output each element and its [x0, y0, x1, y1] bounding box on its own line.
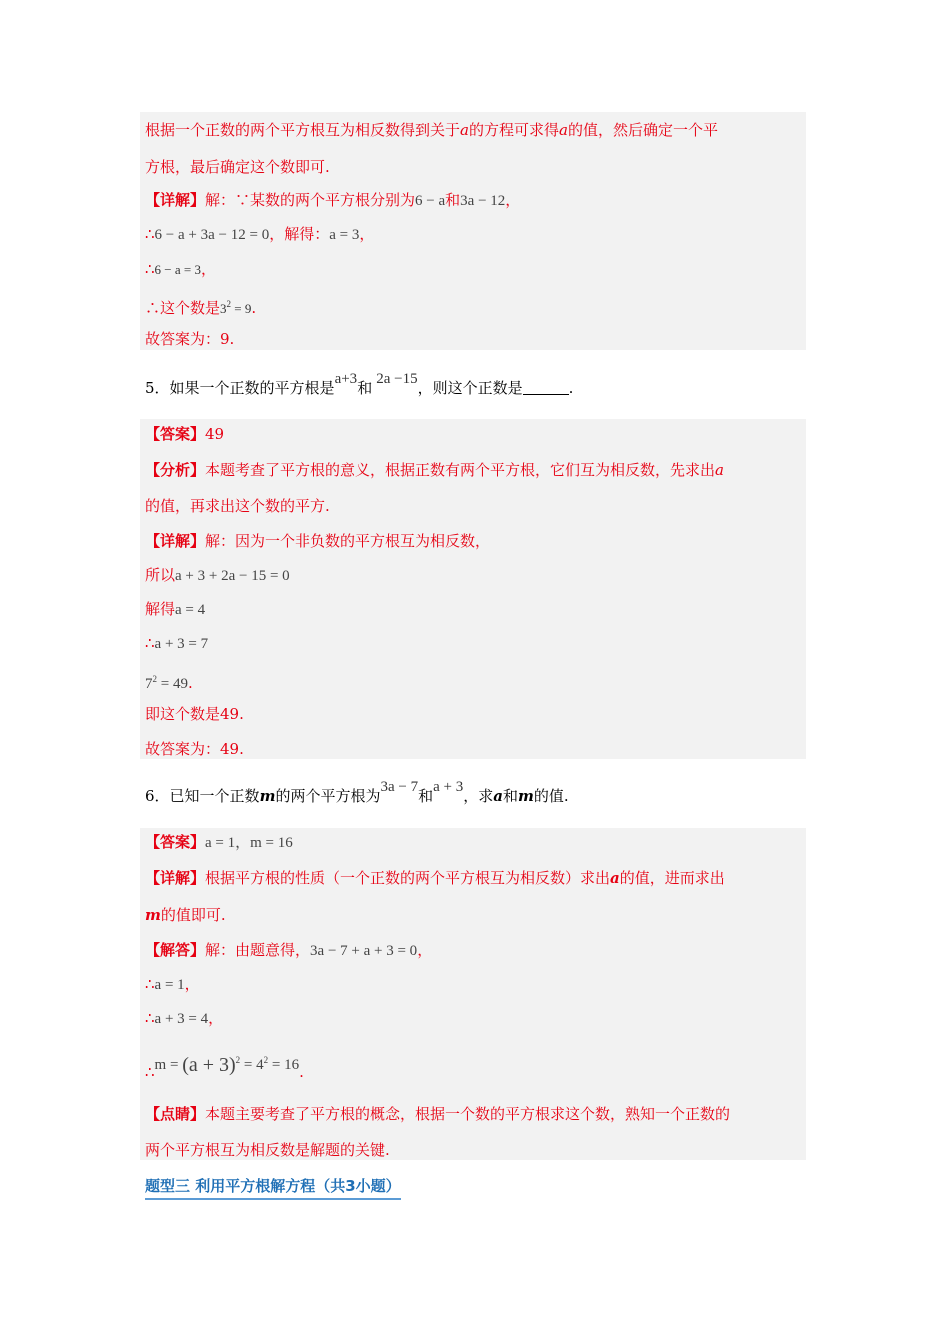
analysis-line-1: 【分析】本题考查了平方根的意义，根据正数有两个平方根，它们互为相反数，先求出a	[145, 461, 724, 479]
result-line: 即这个数是49.	[145, 705, 244, 723]
answer-line: 故答案为：9.	[145, 330, 235, 348]
comment-line-2: 两个平方根互为相反数是解题的关键.	[145, 1141, 390, 1159]
detail-line: 【详解】解：∵某数的两个平方根分别为6 − a和3a − 12，	[145, 191, 521, 209]
answer-line: 故答案为：49.	[145, 740, 244, 758]
equation-line-3: ∴a + 3 = 7	[145, 634, 209, 652]
question-6: 6．已知一个正数m的两个平方根为3a − 7和a + 3，求a和m的值.	[145, 779, 569, 805]
equation-line-3: ∴m = $(a + 3)^2 = 4^2 = 16$.	[145, 1054, 304, 1081]
analysis-line-2: 的值，再求出这个数的平方.	[145, 497, 330, 515]
equation-line-2: 解得a = 4	[145, 600, 206, 618]
equation-line-1: 所以a + 3 + 2a − 15 = 0	[145, 566, 290, 584]
comment-line-1: 【点睛】本题主要考查了平方根的概念，根据一个数的平方根求这个数，熟知一个正数的	[145, 1105, 731, 1123]
equation-line-2: ∴6 − a = 3，	[145, 260, 216, 278]
answer-blank	[523, 380, 569, 395]
solve-line: 【解答】解：由题意得，3a − 7 + a + 3 = 0，	[145, 941, 433, 959]
equation-line-1: ∴a = 1，	[145, 975, 200, 993]
equation-line-4: $7^2 = 49$.	[145, 674, 193, 692]
equation-line-1: ∴6 − a + 3a − 12 = 0，解得：a = 3，	[145, 225, 375, 243]
equation-line-2: ∴a + 3 = 4，	[145, 1009, 224, 1027]
question-5: 5．如果一个正数的平方根是a+3和 2a −15，则这个正数是 .	[145, 371, 574, 397]
equation-line-3: ∴这个数是$3^2 = 9$.	[145, 299, 257, 317]
analysis-line-2: 方根，最后确定这个数即可.	[145, 158, 330, 176]
detail-line-2: m的值即可.	[145, 906, 226, 924]
answer-line: 【答案】a = 1，m = 16	[145, 833, 293, 851]
analysis-line-1: 根据一个正数的两个平方根互为相反数得到关于a的方程可求得a的值，然后确定一个平	[145, 121, 718, 139]
answer-line: 【答案】49	[145, 425, 225, 443]
detail-line: 【详解】解：因为一个非负数的平方根互为相反数，	[145, 532, 491, 550]
section-heading[interactable]: 题型三 利用平方根解方程（共3小题）	[145, 1175, 401, 1200]
detail-line-1: 【详解】根据平方根的性质（一个正数的两个平方根互为相反数）求出a的值，进而求出	[145, 869, 725, 887]
